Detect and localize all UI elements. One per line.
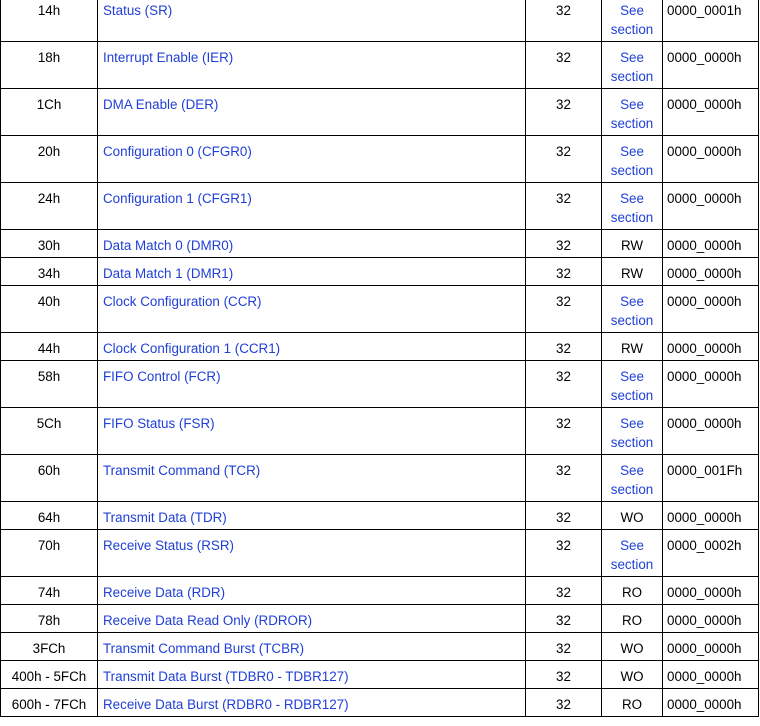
register-width-text: 32 bbox=[556, 3, 571, 18]
register-width-text: 32 bbox=[556, 669, 571, 684]
register-access-link-text[interactable]: section bbox=[610, 68, 654, 84]
register-access-link-text[interactable]: See bbox=[620, 416, 644, 431]
register-width-text: 32 bbox=[556, 538, 571, 553]
register-name-link-text[interactable]: FIFO Status (FSR) bbox=[103, 416, 215, 431]
register-width-text: 32 bbox=[556, 463, 571, 478]
register-offset-cell bbox=[1, 530, 98, 577]
register-reset-cell bbox=[663, 42, 759, 89]
register-access-text: WO bbox=[620, 510, 644, 525]
register-name-link-cell bbox=[98, 530, 526, 577]
register-reset-cell bbox=[663, 361, 759, 408]
register-name-link-text[interactable]: Configuration 1 (CFGR1) bbox=[103, 191, 252, 206]
register-access-link-text[interactable]: See bbox=[620, 97, 644, 112]
register-reset-text: 0000_0000h bbox=[667, 50, 742, 65]
register-offset-text: 64h bbox=[37, 510, 61, 525]
register-offset-cell bbox=[1, 577, 98, 605]
register-offset-text: 78h bbox=[37, 613, 61, 628]
register-offset-cell bbox=[1, 0, 98, 42]
register-reset-cell bbox=[663, 286, 759, 333]
register-width-cell bbox=[526, 361, 602, 408]
register-row bbox=[1, 286, 759, 333]
register-width-text: 32 bbox=[556, 369, 571, 384]
register-reset-text: 0000_0000h bbox=[667, 585, 742, 600]
register-row bbox=[1, 633, 759, 661]
register-offset-cell bbox=[1, 42, 98, 89]
register-offset-cell bbox=[1, 689, 98, 717]
register-name-link-text[interactable]: Data Match 1 (DMR1) bbox=[103, 266, 234, 281]
register-name-link-cell bbox=[98, 661, 526, 689]
register-access-link-text[interactable]: See bbox=[620, 3, 644, 18]
register-row bbox=[1, 42, 759, 89]
register-access-link-cell bbox=[602, 0, 663, 42]
register-reset-cell bbox=[663, 455, 759, 502]
register-name-link-cell bbox=[98, 361, 526, 408]
register-name-link-text[interactable]: Configuration 0 (CFGR0) bbox=[103, 144, 252, 159]
register-name-link-cell bbox=[98, 408, 526, 455]
register-access-link-text[interactable]: See bbox=[620, 144, 644, 159]
register-name-link-text[interactable]: Receive Data Burst (RDBR0 - RDBR127) bbox=[103, 697, 349, 712]
register-width-text: 32 bbox=[556, 585, 571, 600]
register-offset-cell bbox=[1, 605, 98, 633]
register-reset-text: 0000_0000h bbox=[667, 266, 742, 281]
register-width-cell bbox=[526, 661, 602, 689]
register-access-link-text[interactable]: See bbox=[620, 369, 644, 384]
register-access-text: RW bbox=[620, 341, 644, 356]
register-reset-cell bbox=[663, 408, 759, 455]
register-access-text: WO bbox=[620, 641, 644, 656]
register-offset-text: 74h bbox=[37, 585, 61, 600]
register-width-cell bbox=[526, 258, 602, 286]
register-row bbox=[1, 230, 759, 258]
register-width-cell bbox=[526, 42, 602, 89]
register-access-link-cell bbox=[602, 89, 663, 136]
register-width-text: 32 bbox=[556, 97, 571, 112]
register-access-cell bbox=[602, 230, 663, 258]
register-offset-cell bbox=[1, 258, 98, 286]
register-offset-text: 20h bbox=[37, 144, 61, 159]
register-width-cell bbox=[526, 408, 602, 455]
register-access-link-text[interactable]: See bbox=[620, 191, 644, 206]
register-row bbox=[1, 408, 759, 455]
register-width-text: 32 bbox=[556, 266, 571, 281]
register-name-link-cell bbox=[98, 455, 526, 502]
register-row bbox=[1, 89, 759, 136]
register-reset-cell bbox=[663, 136, 759, 183]
register-name-link-text[interactable]: Status (SR) bbox=[103, 3, 173, 18]
register-name-link-cell bbox=[98, 333, 526, 361]
register-reset-cell bbox=[663, 661, 759, 689]
register-reset-text: 0000_0000h bbox=[667, 697, 742, 712]
register-reset-text: 0000_0000h bbox=[667, 416, 742, 431]
register-access-cell bbox=[602, 577, 663, 605]
register-width-cell bbox=[526, 530, 602, 577]
register-offset-cell bbox=[1, 136, 98, 183]
register-name-link-cell bbox=[98, 89, 526, 136]
register-width-text: 32 bbox=[556, 697, 571, 712]
register-width-text: 32 bbox=[556, 144, 571, 159]
register-name-link-text[interactable]: Interrupt Enable (IER) bbox=[103, 50, 234, 65]
register-row bbox=[1, 689, 759, 717]
register-offset-cell bbox=[1, 333, 98, 361]
register-name-link-cell bbox=[98, 136, 526, 183]
register-reset-text: 0000_0000h bbox=[667, 641, 742, 656]
register-row bbox=[1, 136, 759, 183]
register-access-cell bbox=[602, 633, 663, 661]
register-access-text: WO bbox=[620, 669, 644, 684]
register-width-cell bbox=[526, 333, 602, 361]
register-offset-text: 14h bbox=[37, 3, 61, 18]
register-name-link-cell bbox=[98, 0, 526, 42]
register-access-cell bbox=[602, 502, 663, 530]
register-row bbox=[1, 577, 759, 605]
register-offset-cell bbox=[1, 661, 98, 689]
register-name-link-cell bbox=[98, 286, 526, 333]
register-access-link-cell bbox=[602, 183, 663, 230]
register-width-cell bbox=[526, 230, 602, 258]
register-offset-cell bbox=[1, 455, 98, 502]
register-access-link-text[interactable]: section bbox=[610, 434, 654, 450]
register-name-link-text[interactable]: Transmit Command Burst (TCBR) bbox=[103, 641, 305, 656]
register-access-link-text[interactable]: See bbox=[620, 463, 644, 478]
register-row bbox=[1, 0, 759, 42]
register-width-text: 32 bbox=[556, 613, 571, 628]
register-access-text: RO bbox=[621, 697, 643, 712]
register-width-cell bbox=[526, 136, 602, 183]
register-offset-cell bbox=[1, 408, 98, 455]
register-access-link-text[interactable]: section bbox=[610, 481, 654, 497]
register-offset-cell bbox=[1, 230, 98, 258]
register-width-cell bbox=[526, 633, 602, 661]
register-map-body bbox=[1, 0, 759, 717]
register-reset-cell bbox=[663, 258, 759, 286]
register-reset-cell bbox=[663, 633, 759, 661]
register-access-text: RO bbox=[621, 585, 643, 600]
register-offset-text: 18h bbox=[37, 50, 61, 65]
register-access-link-cell bbox=[602, 408, 663, 455]
register-name-link-cell bbox=[98, 689, 526, 717]
register-reset-cell bbox=[663, 689, 759, 717]
register-reset-text: 0000_0000h bbox=[667, 294, 742, 309]
register-row bbox=[1, 183, 759, 230]
register-name-link-cell bbox=[98, 577, 526, 605]
register-access-link-text[interactable]: section bbox=[610, 556, 654, 572]
register-access-link-cell bbox=[602, 361, 663, 408]
register-name-link-text[interactable]: Receive Data Read Only (RDROR) bbox=[103, 613, 313, 628]
register-width-cell bbox=[526, 89, 602, 136]
register-reset-cell bbox=[663, 605, 759, 633]
register-access-link-cell bbox=[602, 286, 663, 333]
register-name-link-text[interactable]: Clock Configuration (CCR) bbox=[103, 294, 262, 309]
register-offset-cell bbox=[1, 502, 98, 530]
register-offset-cell bbox=[1, 633, 98, 661]
register-width-text: 32 bbox=[556, 191, 571, 206]
register-offset-cell bbox=[1, 89, 98, 136]
register-access-text: RW bbox=[620, 238, 644, 253]
register-width-text: 32 bbox=[556, 416, 571, 431]
register-row bbox=[1, 605, 759, 633]
register-reset-text: 0000_0000h bbox=[667, 191, 742, 206]
register-width-cell bbox=[526, 605, 602, 633]
register-row bbox=[1, 333, 759, 361]
register-access-link-text[interactable]: section bbox=[610, 312, 654, 328]
register-offset-text: 400h - 5FCh bbox=[11, 669, 87, 684]
register-name-link-cell bbox=[98, 183, 526, 230]
register-reset-cell bbox=[663, 183, 759, 230]
register-reset-text: 0000_0000h bbox=[667, 613, 742, 628]
register-access-link-text[interactable]: section bbox=[610, 21, 654, 37]
register-offset-text: 44h bbox=[37, 341, 61, 356]
register-reset-text: 0000_0000h bbox=[667, 669, 742, 684]
register-width-cell bbox=[526, 183, 602, 230]
register-name-link-text[interactable]: Transmit Data Burst (TDBR0 - TDBR127) bbox=[103, 669, 349, 684]
register-width-cell bbox=[526, 286, 602, 333]
register-name-link-text[interactable]: DMA Enable (DER) bbox=[103, 97, 219, 112]
register-access-link-text[interactable]: section bbox=[610, 387, 654, 403]
register-width-cell bbox=[526, 577, 602, 605]
register-width-cell bbox=[526, 502, 602, 530]
register-row bbox=[1, 661, 759, 689]
register-access-link-text[interactable]: section bbox=[610, 162, 654, 178]
register-reset-text: 0000_0000h bbox=[667, 369, 742, 384]
register-row bbox=[1, 530, 759, 577]
register-access-link-cell bbox=[602, 42, 663, 89]
register-offset-text: 40h bbox=[37, 294, 61, 309]
register-access-link-text[interactable]: section bbox=[610, 115, 654, 131]
register-offset-text: 60h bbox=[37, 463, 61, 478]
register-name-link-cell bbox=[98, 633, 526, 661]
register-access-link-text[interactable]: See bbox=[620, 538, 644, 553]
register-reset-cell bbox=[663, 577, 759, 605]
register-width-text: 32 bbox=[556, 510, 571, 525]
register-offset-text: 5Ch bbox=[36, 416, 62, 431]
register-width-text: 32 bbox=[556, 641, 571, 656]
register-access-link-cell bbox=[602, 530, 663, 577]
register-access-cell bbox=[602, 333, 663, 361]
register-name-link-text[interactable]: Clock Configuration 1 (CCR1) bbox=[103, 341, 281, 356]
register-reset-text: 0000_0000h bbox=[667, 97, 742, 112]
register-offset-text: 600h - 7FCh bbox=[11, 697, 87, 712]
register-access-link-text[interactable]: See bbox=[620, 294, 644, 309]
register-offset-cell bbox=[1, 286, 98, 333]
register-reset-text: 0000_0001h bbox=[667, 3, 742, 18]
register-row bbox=[1, 502, 759, 530]
register-width-cell bbox=[526, 0, 602, 42]
register-name-link-text[interactable]: Receive Data (RDR) bbox=[103, 585, 226, 600]
register-offset-text: 3FCh bbox=[32, 641, 66, 656]
register-name-link-cell bbox=[98, 42, 526, 89]
register-row bbox=[1, 361, 759, 408]
register-name-link-text[interactable]: Transmit Data (TDR) bbox=[103, 510, 227, 525]
register-access-cell bbox=[602, 605, 663, 633]
register-access-cell bbox=[602, 258, 663, 286]
register-offset-cell bbox=[1, 183, 98, 230]
register-name-link-text[interactable]: FIFO Control (FCR) bbox=[103, 369, 221, 384]
register-width-text: 32 bbox=[556, 341, 571, 356]
register-name-link-cell bbox=[98, 258, 526, 286]
register-access-link-cell bbox=[602, 455, 663, 502]
register-offset-text: 1Ch bbox=[36, 97, 62, 112]
register-offset-text: 70h bbox=[37, 538, 61, 553]
register-name-link-text[interactable]: Transmit Command (TCR) bbox=[103, 463, 261, 478]
register-name-link-cell bbox=[98, 230, 526, 258]
register-width-text: 32 bbox=[556, 294, 571, 309]
register-offset-text: 34h bbox=[37, 266, 61, 281]
register-access-cell bbox=[602, 689, 663, 717]
register-offset-text: 30h bbox=[37, 238, 61, 253]
register-reset-cell bbox=[663, 89, 759, 136]
register-reset-text: 0000_001Fh bbox=[667, 463, 743, 478]
register-name-link-text[interactable]: Receive Status (RSR) bbox=[103, 538, 234, 553]
register-reset-cell bbox=[663, 0, 759, 42]
register-width-cell bbox=[526, 455, 602, 502]
register-offset-text: 24h bbox=[37, 191, 61, 206]
register-reset-text: 0000_0000h bbox=[667, 510, 742, 525]
register-reset-cell bbox=[663, 502, 759, 530]
register-width-cell bbox=[526, 689, 602, 717]
register-name-link-cell bbox=[98, 605, 526, 633]
register-offset-cell bbox=[1, 361, 98, 408]
register-access-link-text[interactable]: See bbox=[620, 50, 644, 65]
register-row bbox=[1, 258, 759, 286]
register-reset-text: 0000_0000h bbox=[667, 144, 742, 159]
register-name-link-cell bbox=[98, 502, 526, 530]
register-reset-cell bbox=[663, 333, 759, 361]
register-name-link-text[interactable]: Data Match 0 (DMR0) bbox=[103, 238, 234, 253]
register-access-text: RO bbox=[621, 613, 643, 628]
register-width-text: 32 bbox=[556, 50, 571, 65]
register-access-link-text[interactable]: section bbox=[610, 209, 654, 225]
register-reset-text: 0000_0002h bbox=[667, 538, 742, 553]
register-access-link-cell bbox=[602, 136, 663, 183]
register-access-text: RW bbox=[620, 266, 644, 281]
register-reset-text: 0000_0000h bbox=[667, 341, 742, 356]
register-reset-text: 0000_0000h bbox=[667, 238, 742, 253]
register-row bbox=[1, 455, 759, 502]
register-access-cell bbox=[602, 661, 663, 689]
register-offset-text: 58h bbox=[37, 369, 61, 384]
register-reset-cell bbox=[663, 530, 759, 577]
register-reset-cell bbox=[663, 230, 759, 258]
register-width-text: 32 bbox=[556, 238, 571, 253]
